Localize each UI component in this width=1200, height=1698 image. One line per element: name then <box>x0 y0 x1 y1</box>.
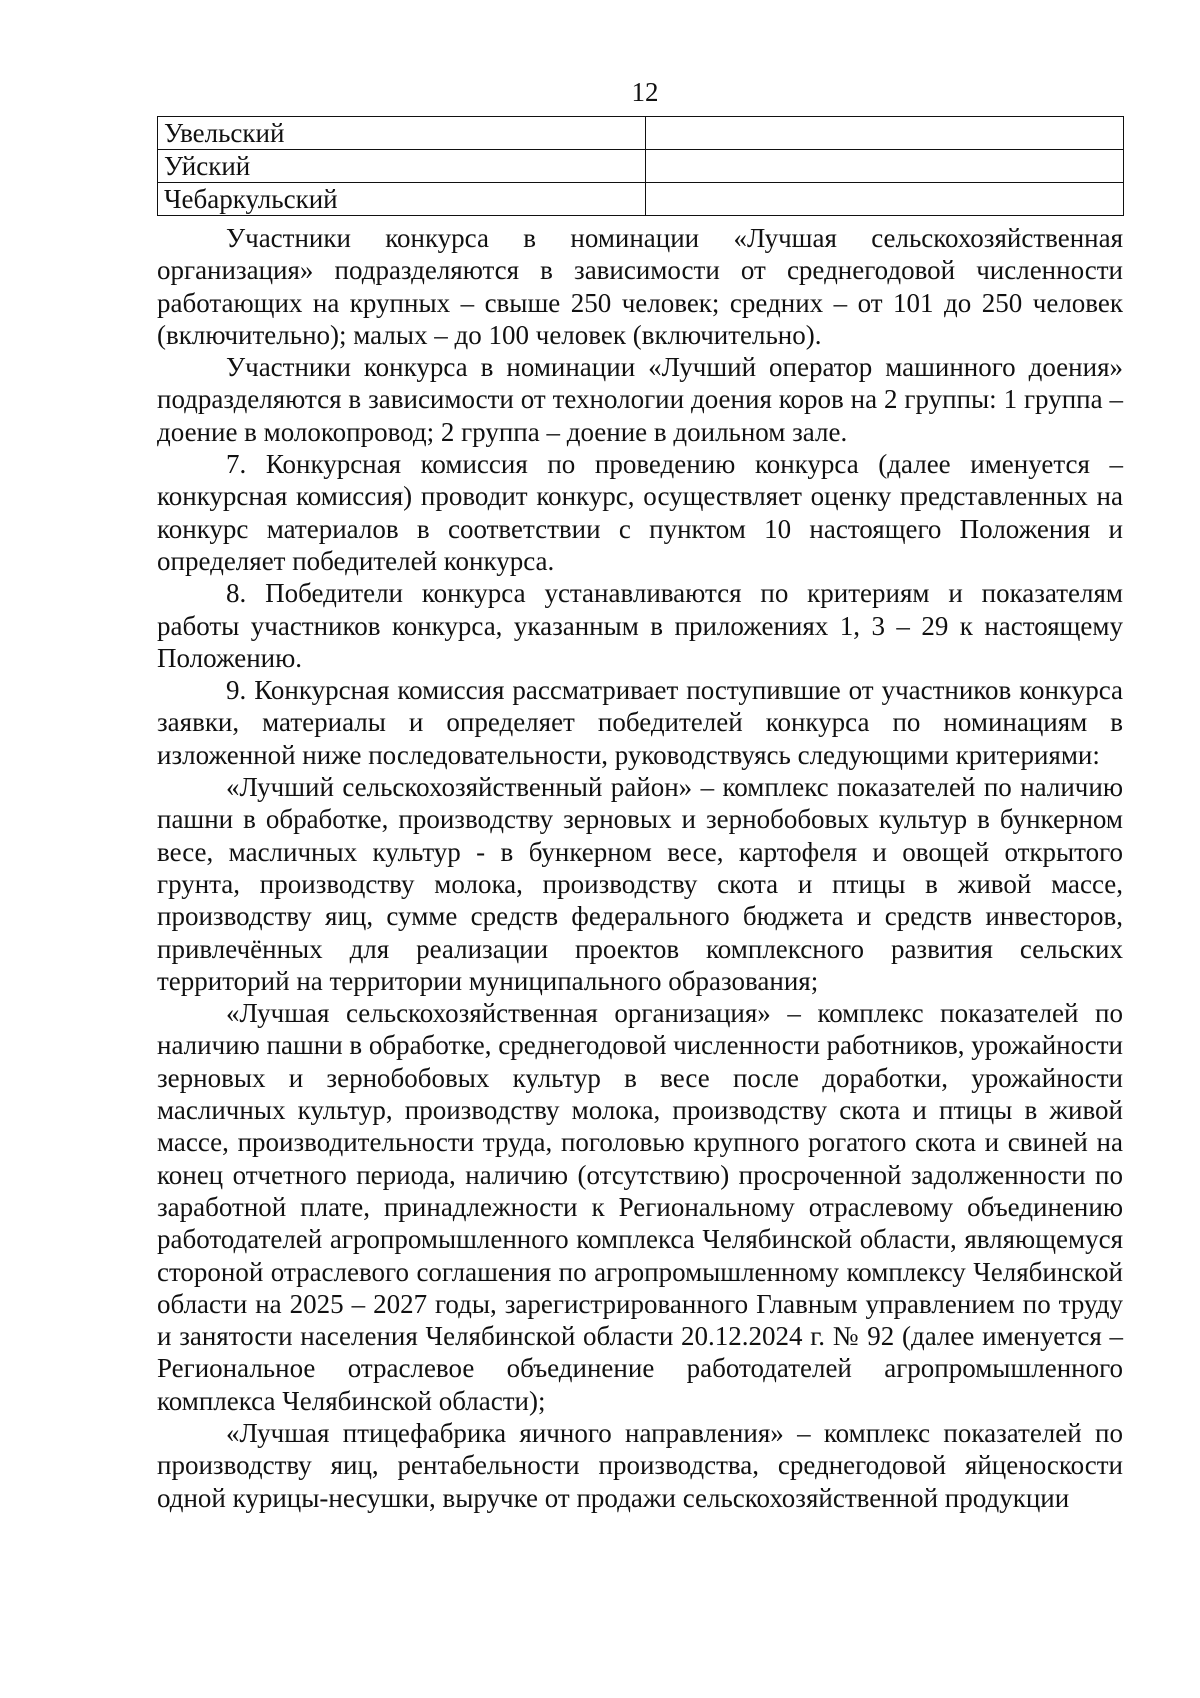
paragraph-item-9: 9. Конкурсная комиссия рассматривает поступившие от участников конкурса заявки, материалы и определяет победителей конкурса по номинациям в изложенной ниже последовательности, руководствуясь следующими критериями: <box>157 675 1123 770</box>
region-name-cell: Чебаркульский <box>158 183 646 216</box>
region-value-cell <box>646 183 1124 216</box>
region-value-cell <box>646 150 1124 183</box>
paragraph-participants-milking: Участники конкурса в номинации «Лучший оператор машинного доения» подразделяются в зависимости от технологии доения коров на 2 группы: 1 группа – доение в молокопровод; 2 группа – доение в доильном зале. <box>157 352 1123 447</box>
paragraph-criteria-poultry: «Лучшая птицефабрика яичного направления» – комплекс показателей по производству яиц, рентабельности производства, среднегодовой яйценоскости одной курицы-несушки, выручке от продажи сельскохозяйственной продукции <box>157 1417 1123 1513</box>
paragraph-criteria-district: «Лучший сельскохозяйственный район» – комплекс показателей по наличию пашни в обработке, производству зерновых и зернобобовых культур в бункерном весе, масличных культур - в бункерном весе, картофеля и овощей открытого грунта, производству молока, производству скота и птицы в живой массе, производству яиц, сумме средств федерального бюджета и средств инвесторов, привлечённых для реализации проектов комплексного развития сельских территорий на территории муниципального образования; <box>157 772 1123 996</box>
paragraph-item-7: 7. Конкурсная комиссия по проведению конкурса (далее именуется – конкурсная комиссия) проводит конкурс, осуществляет оценку представленных на конкурс материалов в соответствии с пунктом 10 настоящего Положения и определяет победителей конкурса. <box>157 449 1123 576</box>
document-body <box>157 222 1123 1514</box>
table-row <box>158 150 1124 183</box>
paragraph-item-8: 8. Победители конкурса устанавливаются по критериям и показателям работы участников конкурса, указанным в приложениях 1, 3 – 29 к настоящему Положению. <box>157 578 1123 673</box>
region-value-cell <box>646 117 1124 150</box>
region-name-cell: Увельский <box>158 117 646 150</box>
region-name-cell: Уйский <box>158 150 646 183</box>
paragraph-participants-organization: Участники конкурса в номинации «Лучшая сельскохозяйственная организация» подразделяются в зависимости от среднегодовой численности работающих на крупных – свыше 250 человек; средних – от 101 до 250 человек (включительно); малых – до 100 человек (включительно). <box>157 223 1123 350</box>
page-number: 12 <box>631 77 659 107</box>
region-table <box>157 116 1124 216</box>
table-row <box>158 117 1124 150</box>
table-row <box>158 183 1124 216</box>
paragraph-criteria-organization: «Лучшая сельскохозяйственная организация» – комплекс показателей по наличию пашни в обработке, среднегодовой численности работников, урожайности зерновых и зернобобовых культур в весе после доработки, урожайности масличных культур, производству молока, производству скота и птицы в живой массе, производительности труда, поголовью крупного рогатого скота и свиней на конец отчетного периода, наличию (отсутствию) просроченной задолженности по заработной плате, принадлежности к Региональному отраслевому объединению работодателей агропромышленного комплекса Челябинской области, являющемуся стороной отраслевого соглашения по агропромышленному комплексу Челябинской области на 2025 – 2027 годы, зарегистрированного Главным управлением по труду и занятости населения Челябинской области 20.12.2024 г. № 92 (далее именуется – Региональное отраслевое объединение работодателей агропромышленного комплекса Челябинской области); <box>157 998 1124 1416</box>
